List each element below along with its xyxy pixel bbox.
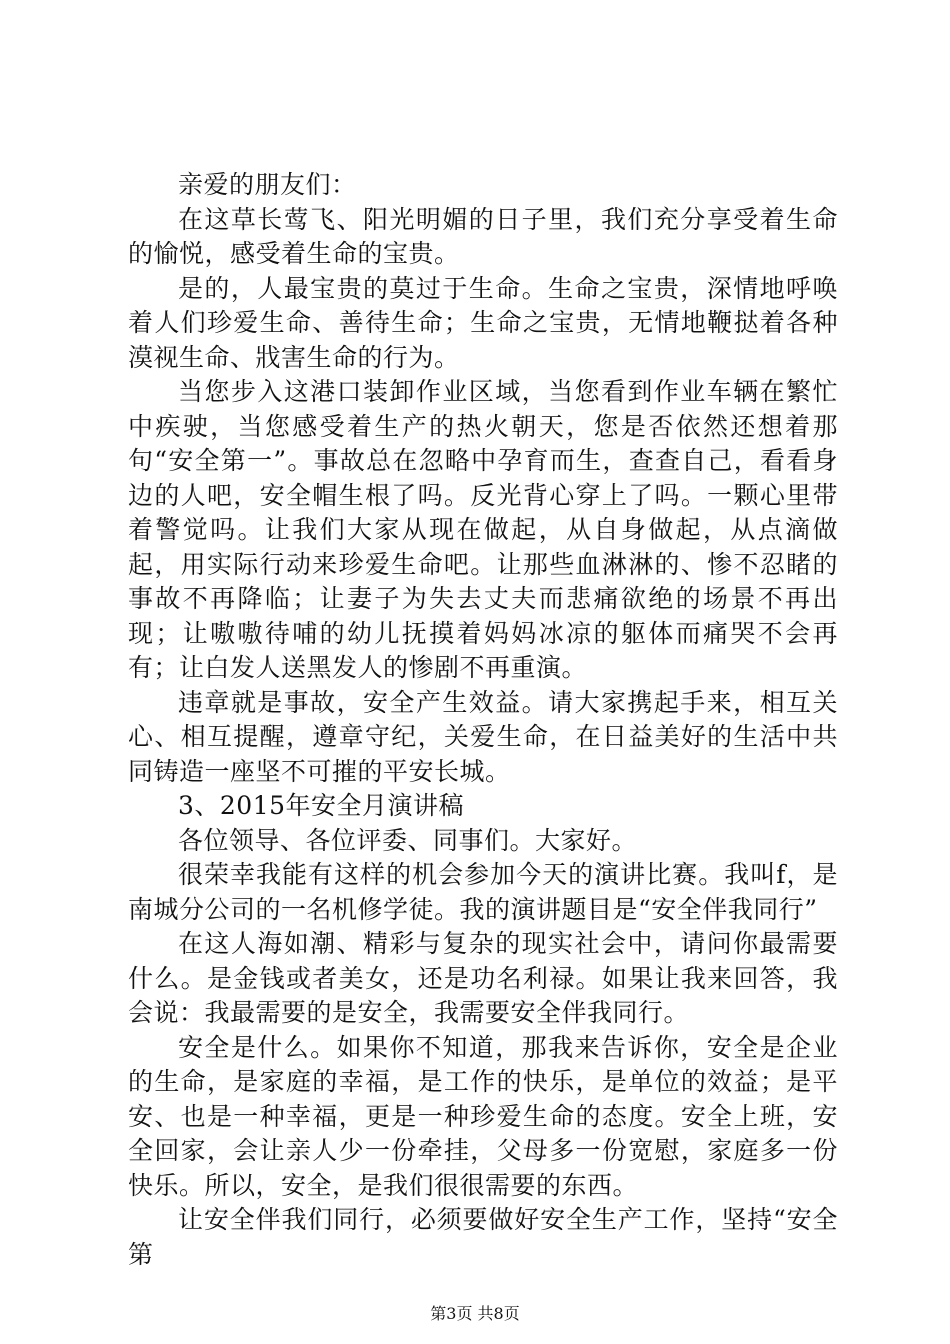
paragraph: 安全是什么。如果你不知道，那我来告诉你，安全是企业的生命，是家庭的幸福，是工作的快乐，是单位的效益；是平安、也是一种幸福，更是一种珍爱生命的态度。安全上班，安全回家，会让亲人少一份牵挂，父母多一份宽慰，家庭多一份快乐。所以，安全，是我们很很需要的东西。 — [128, 1032, 838, 1200]
paragraph-greeting: 各位领导、各位评委、同事们。大家好。 — [178, 825, 638, 855]
paragraph: 让安全伴我们同行，必须要做好安全生产工作，坚持“安全第 — [128, 1205, 838, 1269]
paragraph: 是的，人最宝贵的莫过于生命。生命之宝贵，深情地呼唤着人们珍爱生命、善待生命；生命之宝贵，无情地鞭挞着各种漠视生命、戕害生命的行为。 — [128, 273, 838, 372]
paragraph: 在这草长莺飞、阳光明媚的日子里，我们充分享受着生命的愉悦，感受着生命的宝贵。 — [128, 204, 838, 268]
paragraph-salutation: 亲爱的朋友们： — [178, 170, 357, 199]
paragraph: 违章就是事故，安全产生效益。请大家携起手来，相互关心、相互提醒，遵章守纪，关爱生命，在日益美好的生活中共同铸造一座坚不可摧的平安长城。 — [128, 687, 838, 786]
section-heading: 3、2015年安全月演讲稿 — [178, 791, 465, 820]
paragraph: 当您步入这港口装卸作业区域，当您看到作业车辆在繁忙中疾驶，当您感受着生产的热火朝天，您是否依然还想着那句“安全第一”。事故总在忽略中孕育而生，查查自己，看看身边的人吧，安全帽生根了吗。反光背心穿上了吗。一颗心里带着警觉吗。让我们大家从现在做起，从自身做起，从点滴做起，用实际行动来珍爱生命吧。让那些血淋淋的、惨不忍睹的事故不再降临；让妻子为失去丈夫而悲痛欲绝的场景不再出现；让嗷嗷待哺的幼儿抚摸着妈妈冰凉的躯体而痛哭不会再有；让白发人送黑发人的惨剧不再重演。 — [128, 377, 838, 682]
page-number-footer: 第3页 共8页 — [430, 1304, 520, 1323]
paragraph: 在这人海如潮、精彩与复杂的现实社会中，请问你最需要什么。是金钱或者美女，还是功名利禄。如果让我来回答，我会说：我最需要的是安全，我需要安全伴我同行。 — [128, 929, 838, 1027]
document-body — [128, 168, 838, 1272]
paragraph: 很荣幸我能有这样的机会参加今天的演讲比赛。我叫f，是南城分公司的一名机修学徒。我的演讲题目是“安全伴我同行” — [128, 860, 838, 924]
